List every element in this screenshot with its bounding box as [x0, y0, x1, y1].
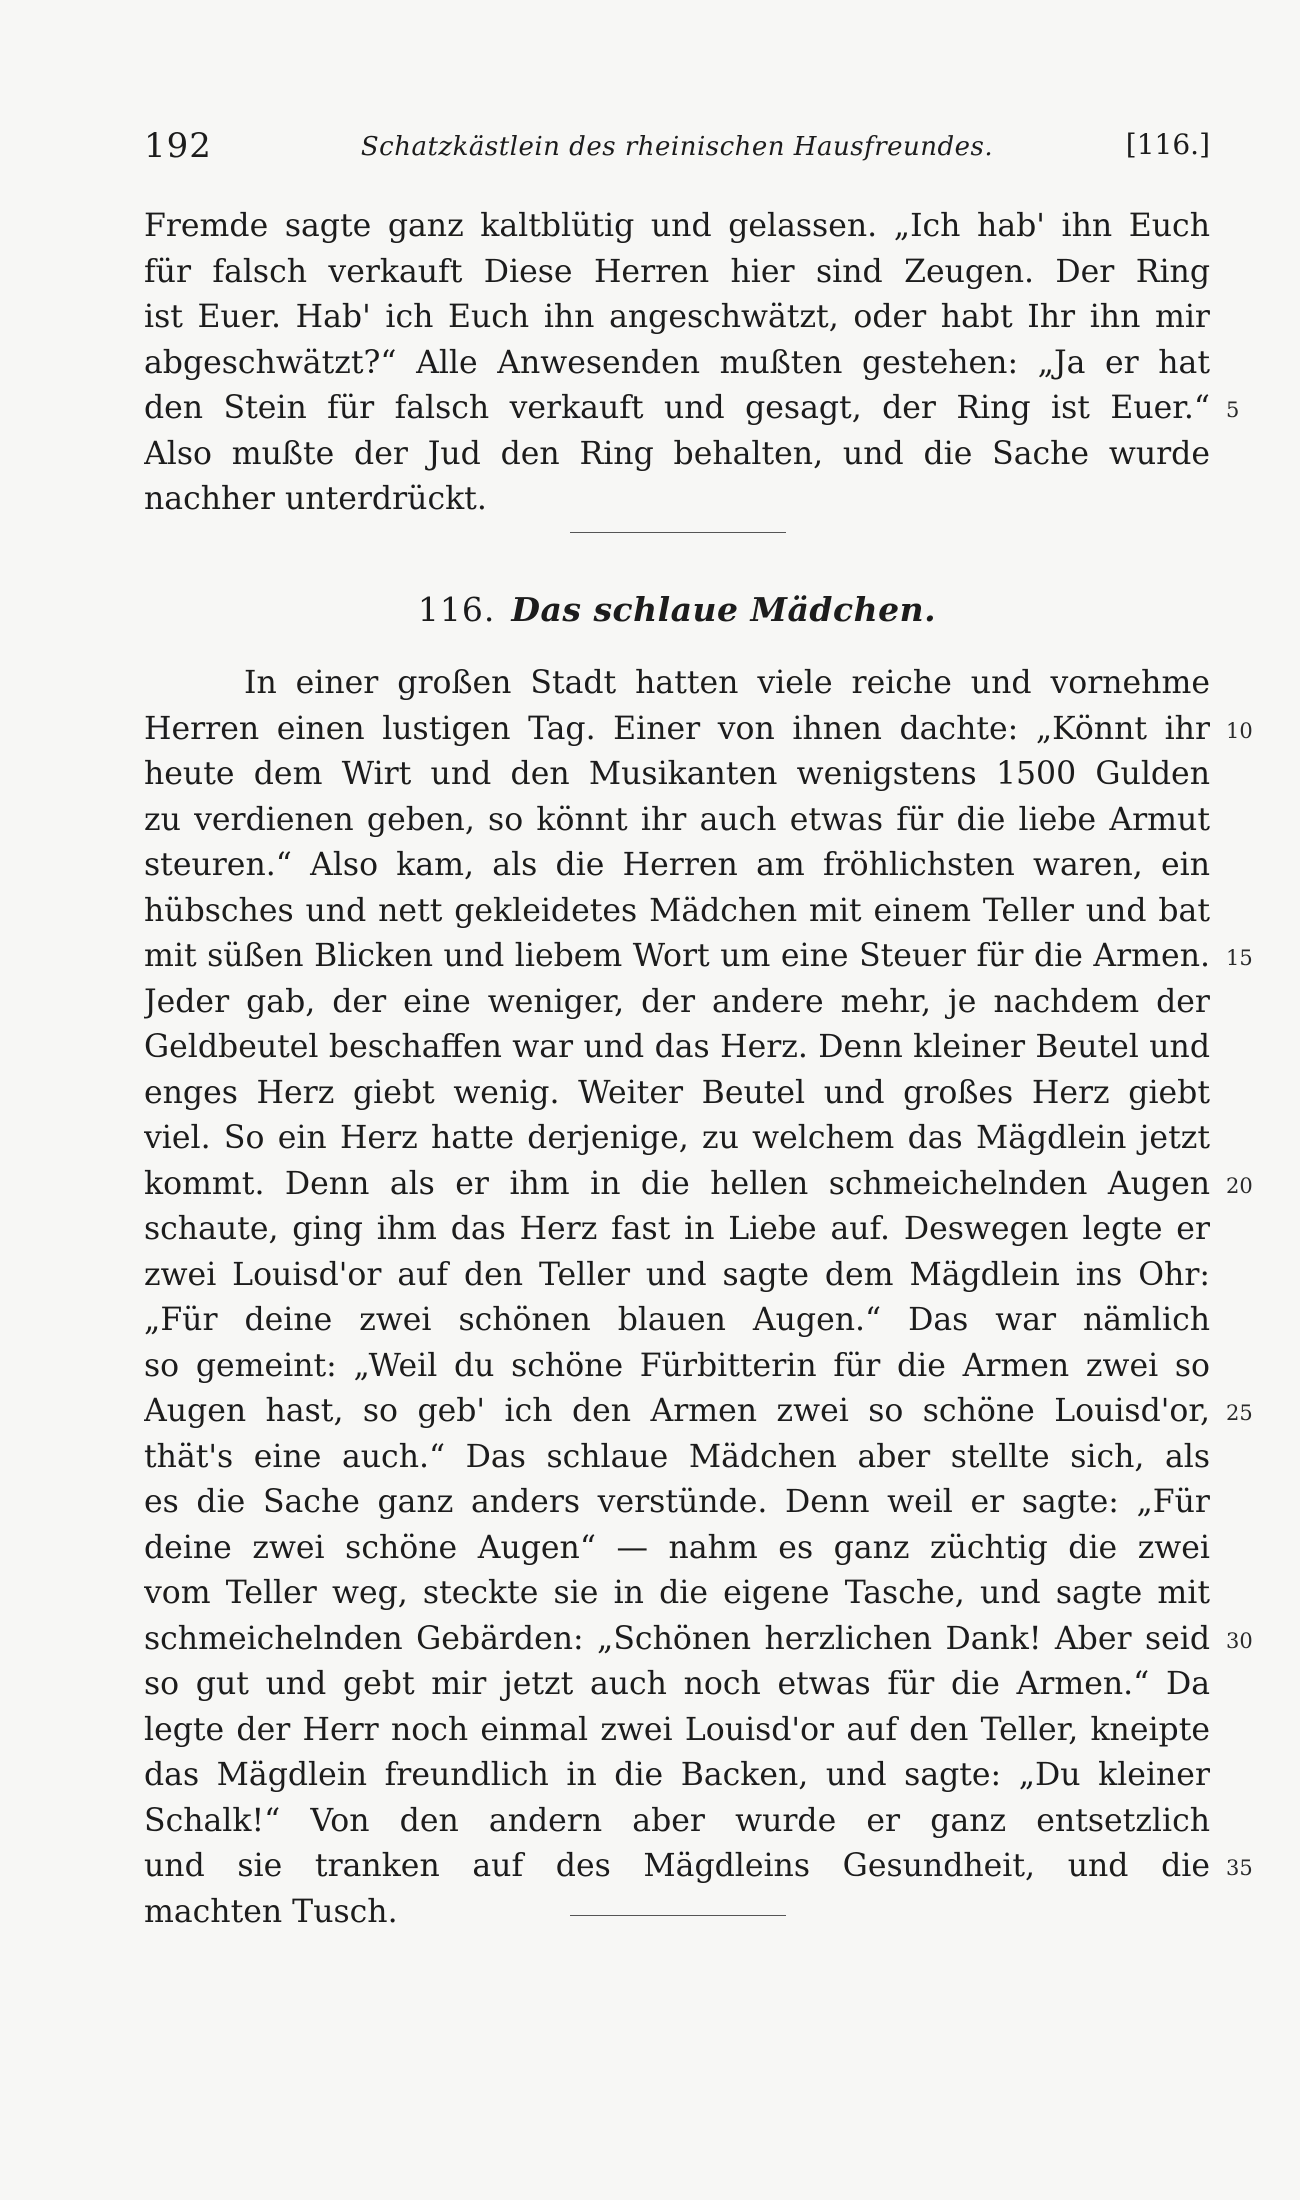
text-line: [144, 1708, 1210, 1754]
text-line: [144, 1662, 1210, 1708]
line-text: Augen hast, so geb' ich den Armen zwei so schöne Louisd'or,: [144, 1393, 1210, 1429]
text-line: [144, 1025, 1210, 1071]
line-text: abgeschwätzt?“ Alle Anwesenden mußten gestehen: „Ja er hat: [144, 344, 1210, 381]
running-head: [144, 126, 1210, 176]
line-text: nachher unterdrückt.: [144, 481, 487, 517]
line-number: 15: [1226, 946, 1253, 970]
separator-rule-bottom: [570, 1915, 786, 1916]
line-text: das Mägdlein freundlich in die Backen, und sagte: „Du kleiner: [144, 1757, 1210, 1793]
line-text: es die Sache ganz anders verstünde. Denn weil er sagte: „Für: [144, 1484, 1210, 1520]
text-line: [144, 1890, 1210, 1936]
line-number: 10: [1226, 718, 1253, 743]
line-number: 5: [1226, 398, 1240, 422]
running-title: Schatzkästlein des rheinischen Hausfreundes.: [360, 132, 994, 162]
line-text: Jeder gab, der eine weniger, der andere mehr, je nachdem der: [144, 983, 1210, 1020]
text-line: [144, 752, 1210, 798]
line-text: ist Euer. Hab' ich Euch ihn angeschwätzt, oder habt Ihr ihn mir: [144, 299, 1210, 335]
text-line: [144, 1207, 1210, 1253]
section-heading: [144, 590, 1210, 629]
text-line: [144, 341, 1210, 387]
line-text: Schalk!“ Von den andern aber wurde er ganz entsetzlich: [144, 1802, 1210, 1839]
text-line: [144, 477, 1210, 523]
section-title: Das schlaue Mädchen.: [511, 590, 937, 629]
line-number: 30: [1226, 1628, 1253, 1653]
line-text: so gemeint: „Weil du schöne Fürbitterin für die Armen zwei so: [144, 1347, 1210, 1384]
line-text: kommt. Denn als er ihm in die hellen schmeichelnden Augen: [144, 1165, 1210, 1202]
text-line: [144, 295, 1210, 341]
line-text: für falsch verkauft Diese Herren hier sind Zeugen. Der Ring: [144, 253, 1210, 290]
line-text: Fremde sagte ganz kaltblütig und gelassen. „Ich hab' ihn Euch: [144, 208, 1210, 244]
text-line: [144, 1435, 1210, 1481]
text-line: [144, 1162, 1253, 1208]
text-line: [144, 1571, 1210, 1617]
section-number: 116.: [417, 590, 496, 629]
line-text: den Stein für falsch verkauft und gesagt, der Ring ist Euer.“: [144, 390, 1210, 426]
line-text: und sie tranken auf des Mägdleins Gesundheit, und die: [144, 1848, 1210, 1884]
section-reference: [116.]: [1125, 128, 1210, 161]
text-line: [144, 386, 1240, 432]
line-text: so gut und gebt mir jetzt auch noch etwas für die Armen.“ Da: [144, 1666, 1210, 1702]
text-line: [144, 1298, 1210, 1344]
line-text: Herren einen lustigen Tag. Einer von ihnen dachte: „Könnt ihr: [144, 710, 1210, 747]
line-text: In einer großen Stadt hatten viele reiche und vornehme: [244, 665, 1210, 701]
line-text: „Für deine zwei schönen blauen Augen.“ Das war nämlich: [144, 1302, 1210, 1338]
line-text: Geldbeutel beschaffen war und das Herz. Denn kleiner Beutel und: [144, 1029, 1210, 1065]
text-line: [144, 204, 1210, 250]
text-line: [144, 1480, 1210, 1526]
separator-rule-top: [570, 532, 786, 533]
line-text: heute dem Wirt und den Musikanten wenigstens 1500 Gulden: [144, 756, 1210, 792]
line-text: vom Teller weg, steckte sie in die eigene Tasche, und sagte mit: [144, 1575, 1210, 1611]
text-line: [144, 1617, 1253, 1663]
text-line: [144, 707, 1253, 753]
line-number: 20: [1226, 1173, 1253, 1198]
text-line: [144, 980, 1210, 1026]
line-text: deine zwei schöne Augen“ — nahm es ganz züchtig die zwei: [144, 1529, 1210, 1566]
line-text: legte der Herr noch einmal zwei Louisd'or auf den Teller, kneipte: [144, 1711, 1210, 1748]
text-line: [144, 843, 1210, 889]
line-text: mit süßen Blicken und liebem Wort um eine Steuer für die Armen.: [144, 938, 1210, 974]
line-number: 35: [1226, 1856, 1253, 1880]
line-text: machten Tusch.: [144, 1893, 398, 1930]
text-line: [144, 1344, 1210, 1390]
text-line: [144, 1844, 1253, 1890]
text-line: [144, 1753, 1210, 1799]
text-line: [144, 934, 1253, 980]
line-text: schmeichelnden Gebärden: „Schönen herzlichen Dank! Aber seid: [144, 1620, 1210, 1657]
text-line: [144, 1253, 1210, 1299]
line-text: zwei Louisd'or auf den Teller und sagte dem Mägdlein ins Ohr:: [144, 1256, 1210, 1293]
text-line: [144, 1799, 1210, 1845]
line-text: thät's eine auch.“ Das schlaue Mädchen aber stellte sich, als: [144, 1438, 1210, 1475]
line-text: steuren.“ Also kam, als die Herren am fröhlichsten waren, ein: [144, 847, 1210, 883]
text-line: [144, 1116, 1210, 1162]
page-number: 192: [144, 126, 212, 166]
line-text: hübsches und nett gekleidetes Mädchen mit einem Teller und bat: [144, 892, 1210, 929]
line-number: 25: [1226, 1401, 1253, 1425]
line-text: zu verdienen geben, so könnt ihr auch etwas für die liebe Armut: [144, 801, 1210, 838]
story-paragraph: [144, 661, 1253, 1935]
text-line: [144, 1071, 1210, 1117]
text-line: [144, 661, 1210, 707]
line-text: enges Herz giebt wenig. Weiter Beutel und großes Herz giebt: [144, 1074, 1210, 1111]
text-line: [144, 250, 1210, 296]
line-text: Also mußte der Jud den Ring behalten, und die Sache wurde: [144, 435, 1210, 472]
text-line: [144, 889, 1210, 935]
text-line: [144, 1526, 1210, 1572]
text-line: [144, 432, 1210, 478]
text-line: [144, 798, 1210, 844]
continued-paragraph: [144, 204, 1240, 523]
line-text: schaute, ging ihm das Herz fast in Liebe auf. Deswegen legte er: [144, 1211, 1210, 1247]
text-line: [144, 1389, 1253, 1435]
line-text: viel. So ein Herz hatte derjenige, zu welchem das Mägdlein jetzt: [144, 1120, 1210, 1156]
